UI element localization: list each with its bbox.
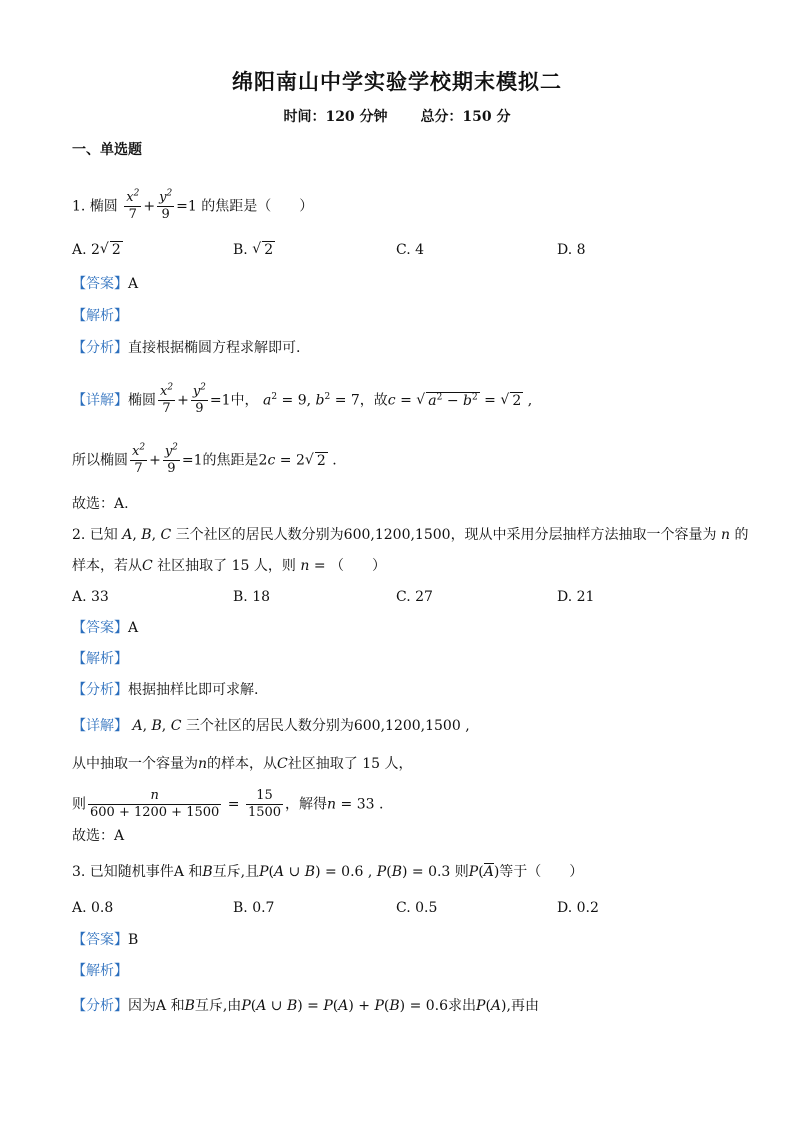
q1-option-a: A. 2√ 2: [72, 240, 123, 260]
q1-detail: 【详解】椭圆 $\frac{x^2}{7}$ + $\frac{y^2}{9}$ =1中， $a^2 = 9$, $b^2 = 7$，故c = √ $a^2 - b^2$ = √ 2 ,: [72, 384, 532, 417]
q1-fenxi: 【分析】直接根据椭圆方程求解即可.: [72, 340, 301, 356]
q2-detail-line3: 则 $\frac{n}{600 + 1200 + 1500}$ = $\frac{15}{1500}$ ，解得n = 33 .: [72, 788, 384, 820]
q2-option-c: C. 27: [396, 589, 433, 605]
q2-answer: 【答案】A: [72, 620, 139, 636]
q3-option-a: A. 0.8: [72, 900, 114, 916]
q3-option-d: D. 0.2: [557, 900, 599, 916]
q3-fenxi: 【分析】因为A 和B互斥,由P(A ∪ B) = P(A) + P(B) = 0.6求出P(A),再由: [72, 998, 539, 1014]
q1-suffix: 的焦距是（ ）: [201, 198, 314, 215]
q1-option-d: D. 8: [557, 242, 586, 258]
q1-choose: 故选：A.: [72, 496, 129, 512]
q3-option-b: B. 0.7: [233, 900, 275, 916]
question-2-stem-line1: 2. 已知 A, B, C 三个社区的居民人数分别为600,1200,1500，现从中采用分层抽样方法抽取一个容量为 n 的: [72, 527, 749, 543]
q2-detail-line2: 从中抽取一个容量为n的样本，从C社区抽取了 15 人，: [72, 756, 413, 772]
question-3-stem: 3. 已知随机事件A 和B互斥,且P(A ∪ B) = 0.6 , P(B) = 0.3 则P(A)等于（ ）: [72, 864, 584, 880]
question-2-stem-line2: 样本，若从C 社区抽取了 15 人，则 n = （ ）: [72, 558, 387, 574]
q2-option-d: D. 21: [557, 589, 595, 605]
q1-option-b: B. √ 2: [233, 240, 275, 260]
q1-analysis-tag: 【解析】: [72, 308, 128, 324]
section-heading: 一、单选题: [72, 142, 142, 158]
total-score: 总分：150 分: [420, 109, 511, 125]
q2-choose: 故选：A: [72, 828, 125, 844]
q3-option-c: C. 0.5: [396, 900, 438, 916]
time-limit: 时间：120 分钟: [283, 109, 388, 125]
question-1-stem: 1. 椭圆 $\frac{x^2}{7}$ + $\frac{y^2}{9}$ =1 的焦距是（ ）: [72, 188, 314, 222]
q1-conclusion-line: 所以椭圆 $\frac{x^2}{7}$ + $\frac{y^2}{9}$ =1的焦距是2c = 2√ 2 .: [72, 444, 337, 477]
page-title: 绵阳南山中学实验学校期末模拟二: [232, 69, 562, 94]
q1-option-c: C. 4: [396, 242, 425, 258]
q2-option-b: B. 18: [233, 589, 271, 605]
ellipse-equation: $\frac{x^2}{7}$: [126, 188, 140, 222]
q1-answer: 【答案】A: [72, 276, 139, 292]
exam-meta: [0, 106, 794, 126]
q1-prefix: 1. 椭圆: [72, 198, 118, 215]
q3-analysis-tag: 【解析】: [72, 963, 128, 979]
q2-option-a: A. 33: [72, 589, 109, 605]
q2-fenxi: 【分析】根据抽样比即可求解.: [72, 682, 259, 698]
q2-detail: 【详解】 A, B, C 三个社区的居民人数分别为600,1200,1500 ,: [72, 718, 470, 734]
q2-analysis-tag: 【解析】: [72, 651, 128, 667]
q3-answer: 【答案】B: [72, 932, 139, 948]
